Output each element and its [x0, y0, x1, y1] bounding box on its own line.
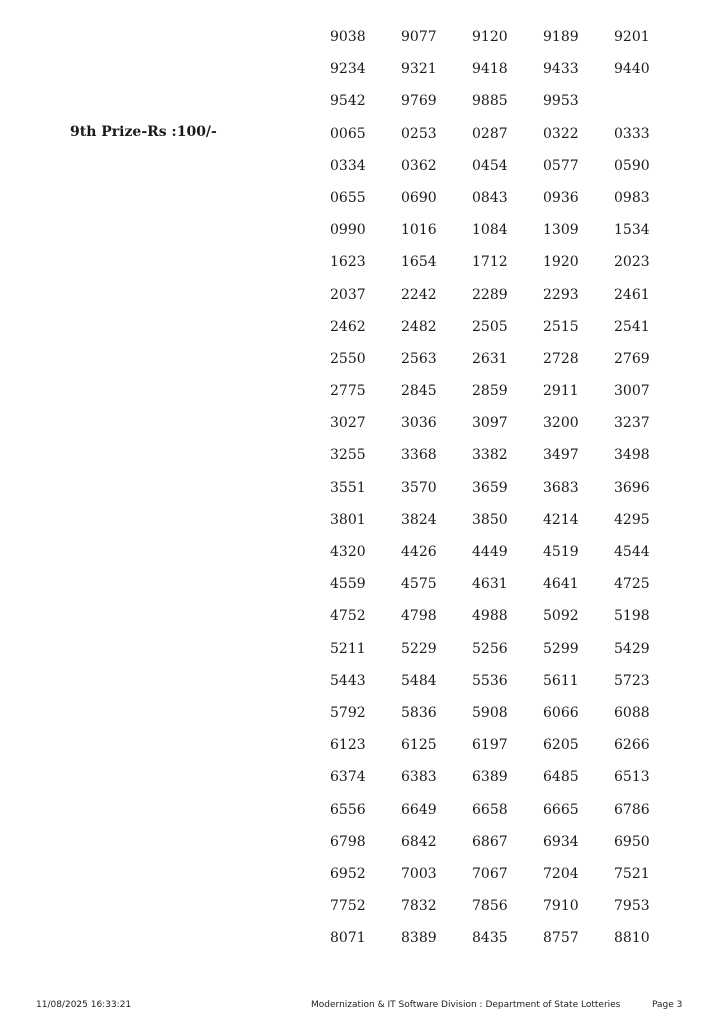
ticket-number: 8435	[472, 930, 508, 947]
ticket-number: 0454	[472, 157, 508, 174]
ticket-number: 7003	[401, 865, 437, 882]
footer-timestamp: 11/08/2025 16:33:21	[36, 1000, 132, 1010]
ticket-number: 4320	[330, 544, 366, 560]
ticket-number: 6123	[330, 737, 366, 754]
ticket-number: 6266	[614, 737, 650, 754]
ticket-number: 6066	[543, 704, 579, 721]
ticket-number: 3027	[330, 415, 366, 432]
ticket-number: 6205	[543, 737, 579, 754]
ticket-number: 9885	[472, 93, 508, 110]
ticket-number: 0983	[614, 189, 650, 206]
ticket-number: 2462	[330, 318, 366, 335]
ticket-number: 7067	[472, 865, 508, 882]
ticket-number: 6383	[401, 769, 437, 786]
ticket-number: 0843	[472, 189, 508, 206]
ticket-number: 2845	[401, 383, 437, 400]
ticket-number: 3801	[330, 511, 366, 528]
ticket-number: 5723	[614, 672, 650, 689]
ticket-number: 6665	[543, 801, 579, 818]
ticket-number: 2541	[614, 318, 650, 335]
ticket-number: 4752	[330, 608, 366, 625]
ticket-number: 5429	[614, 640, 650, 657]
ticket-number: 1623	[330, 254, 366, 271]
prize-label: 9th Prize-Rs :100/-	[70, 124, 217, 140]
ticket-number: 3382	[472, 447, 508, 464]
footer-division: Modernization & IT Software Division : Department of State Lotteries	[311, 1000, 621, 1010]
ticket-number: 7204	[543, 865, 579, 882]
number-row	[330, 446, 685, 478]
ticket-number: 5256	[472, 640, 508, 657]
number-row	[330, 511, 685, 543]
ticket-number: 1654	[401, 254, 437, 271]
number-row	[330, 221, 685, 253]
ticket-number: 3696	[614, 479, 650, 496]
ticket-number: 3570	[401, 479, 437, 496]
ticket-number: 2515	[543, 318, 579, 335]
ticket-number: 6088	[614, 704, 650, 721]
ticket-number: 2728	[543, 350, 579, 367]
ticket-number	[614, 92, 685, 124]
ticket-number: 3850	[472, 511, 508, 528]
ticket-number: 4214	[543, 511, 579, 528]
ticket-number: 3036	[401, 415, 437, 432]
ticket-number: 3551	[330, 479, 366, 496]
ticket-number: 3255	[330, 447, 366, 464]
ticket-number: 9234	[330, 61, 366, 78]
ticket-number: 5211	[330, 640, 366, 657]
ticket-number: 8071	[330, 930, 366, 947]
ticket-number: 0590	[614, 157, 650, 174]
ticket-number: 5092	[543, 608, 579, 625]
ticket-number: 5198	[614, 608, 650, 625]
ticket-number: 1712	[472, 254, 508, 271]
ticket-number: 6798	[330, 833, 366, 850]
ticket-number: 4544	[614, 544, 650, 560]
ticket-number: 6125	[401, 737, 437, 754]
number-row	[330, 865, 685, 897]
ticket-number: 7832	[401, 898, 437, 915]
ticket-number: 4988	[472, 608, 508, 625]
ticket-number: 0990	[330, 222, 366, 239]
ticket-number: 3007	[614, 383, 650, 400]
ticket-number: 2769	[614, 350, 650, 367]
ticket-number: 4559	[330, 576, 366, 593]
ticket-number: 9120	[472, 29, 508, 45]
ticket-number: 2037	[330, 286, 366, 303]
ticket-number: 5611	[543, 672, 579, 689]
number-row	[330, 157, 685, 189]
number-row	[330, 125, 685, 157]
number-row	[330, 607, 685, 639]
ticket-number: 6389	[472, 769, 508, 786]
ticket-number: 0936	[543, 189, 579, 206]
ticket-number: 9038	[330, 29, 366, 45]
number-row	[330, 60, 685, 92]
number-row	[330, 382, 685, 414]
number-row	[330, 640, 685, 672]
ticket-number: 0577	[543, 157, 579, 174]
ticket-number: 2242	[401, 286, 437, 303]
ticket-number: 0334	[330, 157, 366, 174]
ticket-number: 9321	[401, 61, 437, 78]
number-row	[330, 543, 685, 575]
number-row	[330, 833, 685, 865]
ticket-number: 9201	[614, 29, 650, 45]
ticket-number: 4631	[472, 576, 508, 593]
ticket-number: 5836	[401, 704, 437, 721]
ticket-number: 7521	[614, 865, 650, 882]
ticket-number: 3824	[401, 511, 437, 528]
ticket-number: 0362	[401, 157, 437, 174]
ticket-number: 6374	[330, 769, 366, 786]
ticket-number: 2859	[472, 383, 508, 400]
ticket-number: 4295	[614, 511, 650, 528]
ticket-number: 2293	[543, 286, 579, 303]
ticket-number: 2550	[330, 350, 366, 367]
ticket-number: 2461	[614, 286, 650, 303]
ticket-number: 9418	[472, 61, 508, 78]
ticket-number: 2482	[401, 318, 437, 335]
ticket-number: 4426	[401, 544, 437, 560]
ticket-number: 1016	[401, 222, 437, 239]
ticket-number: 3659	[472, 479, 508, 496]
ticket-number: 3368	[401, 447, 437, 464]
ticket-number: 5484	[401, 672, 437, 689]
ticket-number: 6934	[543, 833, 579, 850]
ticket-number: 2631	[472, 350, 508, 367]
ticket-number: 0322	[543, 125, 579, 142]
ticket-number: 5443	[330, 672, 366, 689]
ticket-number: 2911	[543, 383, 579, 400]
ticket-number: 4449	[472, 544, 508, 560]
ticket-number: 9077	[401, 29, 437, 45]
ticket-number: 8757	[543, 930, 579, 947]
ticket-number: 6952	[330, 865, 366, 882]
number-row	[330, 479, 685, 511]
number-row	[330, 189, 685, 221]
number-row	[330, 92, 685, 124]
number-row	[330, 318, 685, 350]
number-row	[330, 414, 685, 446]
ticket-number: 3683	[543, 479, 579, 496]
ticket-number: 0065	[330, 125, 366, 142]
ticket-number: 4798	[401, 608, 437, 625]
ticket-number: 4641	[543, 576, 579, 593]
footer-page-number: Page 3	[652, 1000, 683, 1010]
ticket-number: 9440	[614, 61, 650, 78]
ticket-number: 0333	[614, 125, 650, 142]
ticket-number: 6786	[614, 801, 650, 818]
ticket-number: 2023	[614, 254, 650, 271]
number-row	[330, 672, 685, 704]
ticket-number: 6649	[401, 801, 437, 818]
number-row	[330, 768, 685, 800]
number-row	[330, 350, 685, 382]
number-row	[330, 253, 685, 285]
ticket-number: 2505	[472, 318, 508, 335]
number-row	[330, 575, 685, 607]
ticket-number: 2563	[401, 350, 437, 367]
number-row	[330, 736, 685, 768]
ticket-number: 2289	[472, 286, 508, 303]
ticket-number: 1309	[543, 222, 579, 239]
ticket-number: 5299	[543, 640, 579, 657]
ticket-number: 3097	[472, 415, 508, 432]
number-grid	[330, 28, 685, 961]
ticket-number: 5792	[330, 704, 366, 721]
ticket-number: 6556	[330, 801, 366, 818]
ticket-number: 6658	[472, 801, 508, 818]
ticket-number: 4575	[401, 576, 437, 593]
ticket-number: 0253	[401, 125, 437, 142]
ticket-number: 9189	[543, 29, 579, 45]
ticket-number: 8810	[614, 930, 650, 947]
ticket-number: 7910	[543, 898, 579, 915]
ticket-number: 1534	[614, 222, 650, 239]
ticket-number: 9433	[543, 61, 579, 78]
ticket-number: 6950	[614, 833, 650, 850]
ticket-number: 4725	[614, 576, 650, 593]
ticket-number: 3498	[614, 447, 650, 464]
ticket-number: 7752	[330, 898, 366, 915]
number-row	[330, 897, 685, 929]
ticket-number: 9542	[330, 93, 366, 110]
ticket-number: 2775	[330, 383, 366, 400]
number-row	[330, 28, 685, 60]
ticket-number: 7856	[472, 898, 508, 915]
ticket-number: 3237	[614, 415, 650, 432]
ticket-number: 7953	[614, 898, 650, 915]
ticket-number: 4519	[543, 544, 579, 560]
number-row	[330, 704, 685, 736]
ticket-number: 1084	[472, 222, 508, 239]
ticket-number: 0655	[330, 189, 366, 206]
ticket-number: 0690	[401, 189, 437, 206]
number-row	[330, 801, 685, 833]
ticket-number: 5908	[472, 704, 508, 721]
ticket-number: 6485	[543, 769, 579, 786]
ticket-number: 6197	[472, 737, 508, 754]
ticket-number: 1920	[543, 254, 579, 271]
number-row	[330, 286, 685, 318]
ticket-number: 9769	[401, 93, 437, 110]
ticket-number: 6867	[472, 833, 508, 850]
ticket-number: 6513	[614, 769, 650, 786]
ticket-number: 6842	[401, 833, 437, 850]
ticket-number: 3497	[543, 447, 579, 464]
ticket-number: 0287	[472, 125, 508, 142]
ticket-number: 5536	[472, 672, 508, 689]
ticket-number: 9953	[543, 93, 579, 110]
ticket-number: 3200	[543, 415, 579, 432]
ticket-number: 8389	[401, 930, 437, 947]
number-row	[330, 929, 685, 961]
ticket-number: 5229	[401, 640, 437, 657]
